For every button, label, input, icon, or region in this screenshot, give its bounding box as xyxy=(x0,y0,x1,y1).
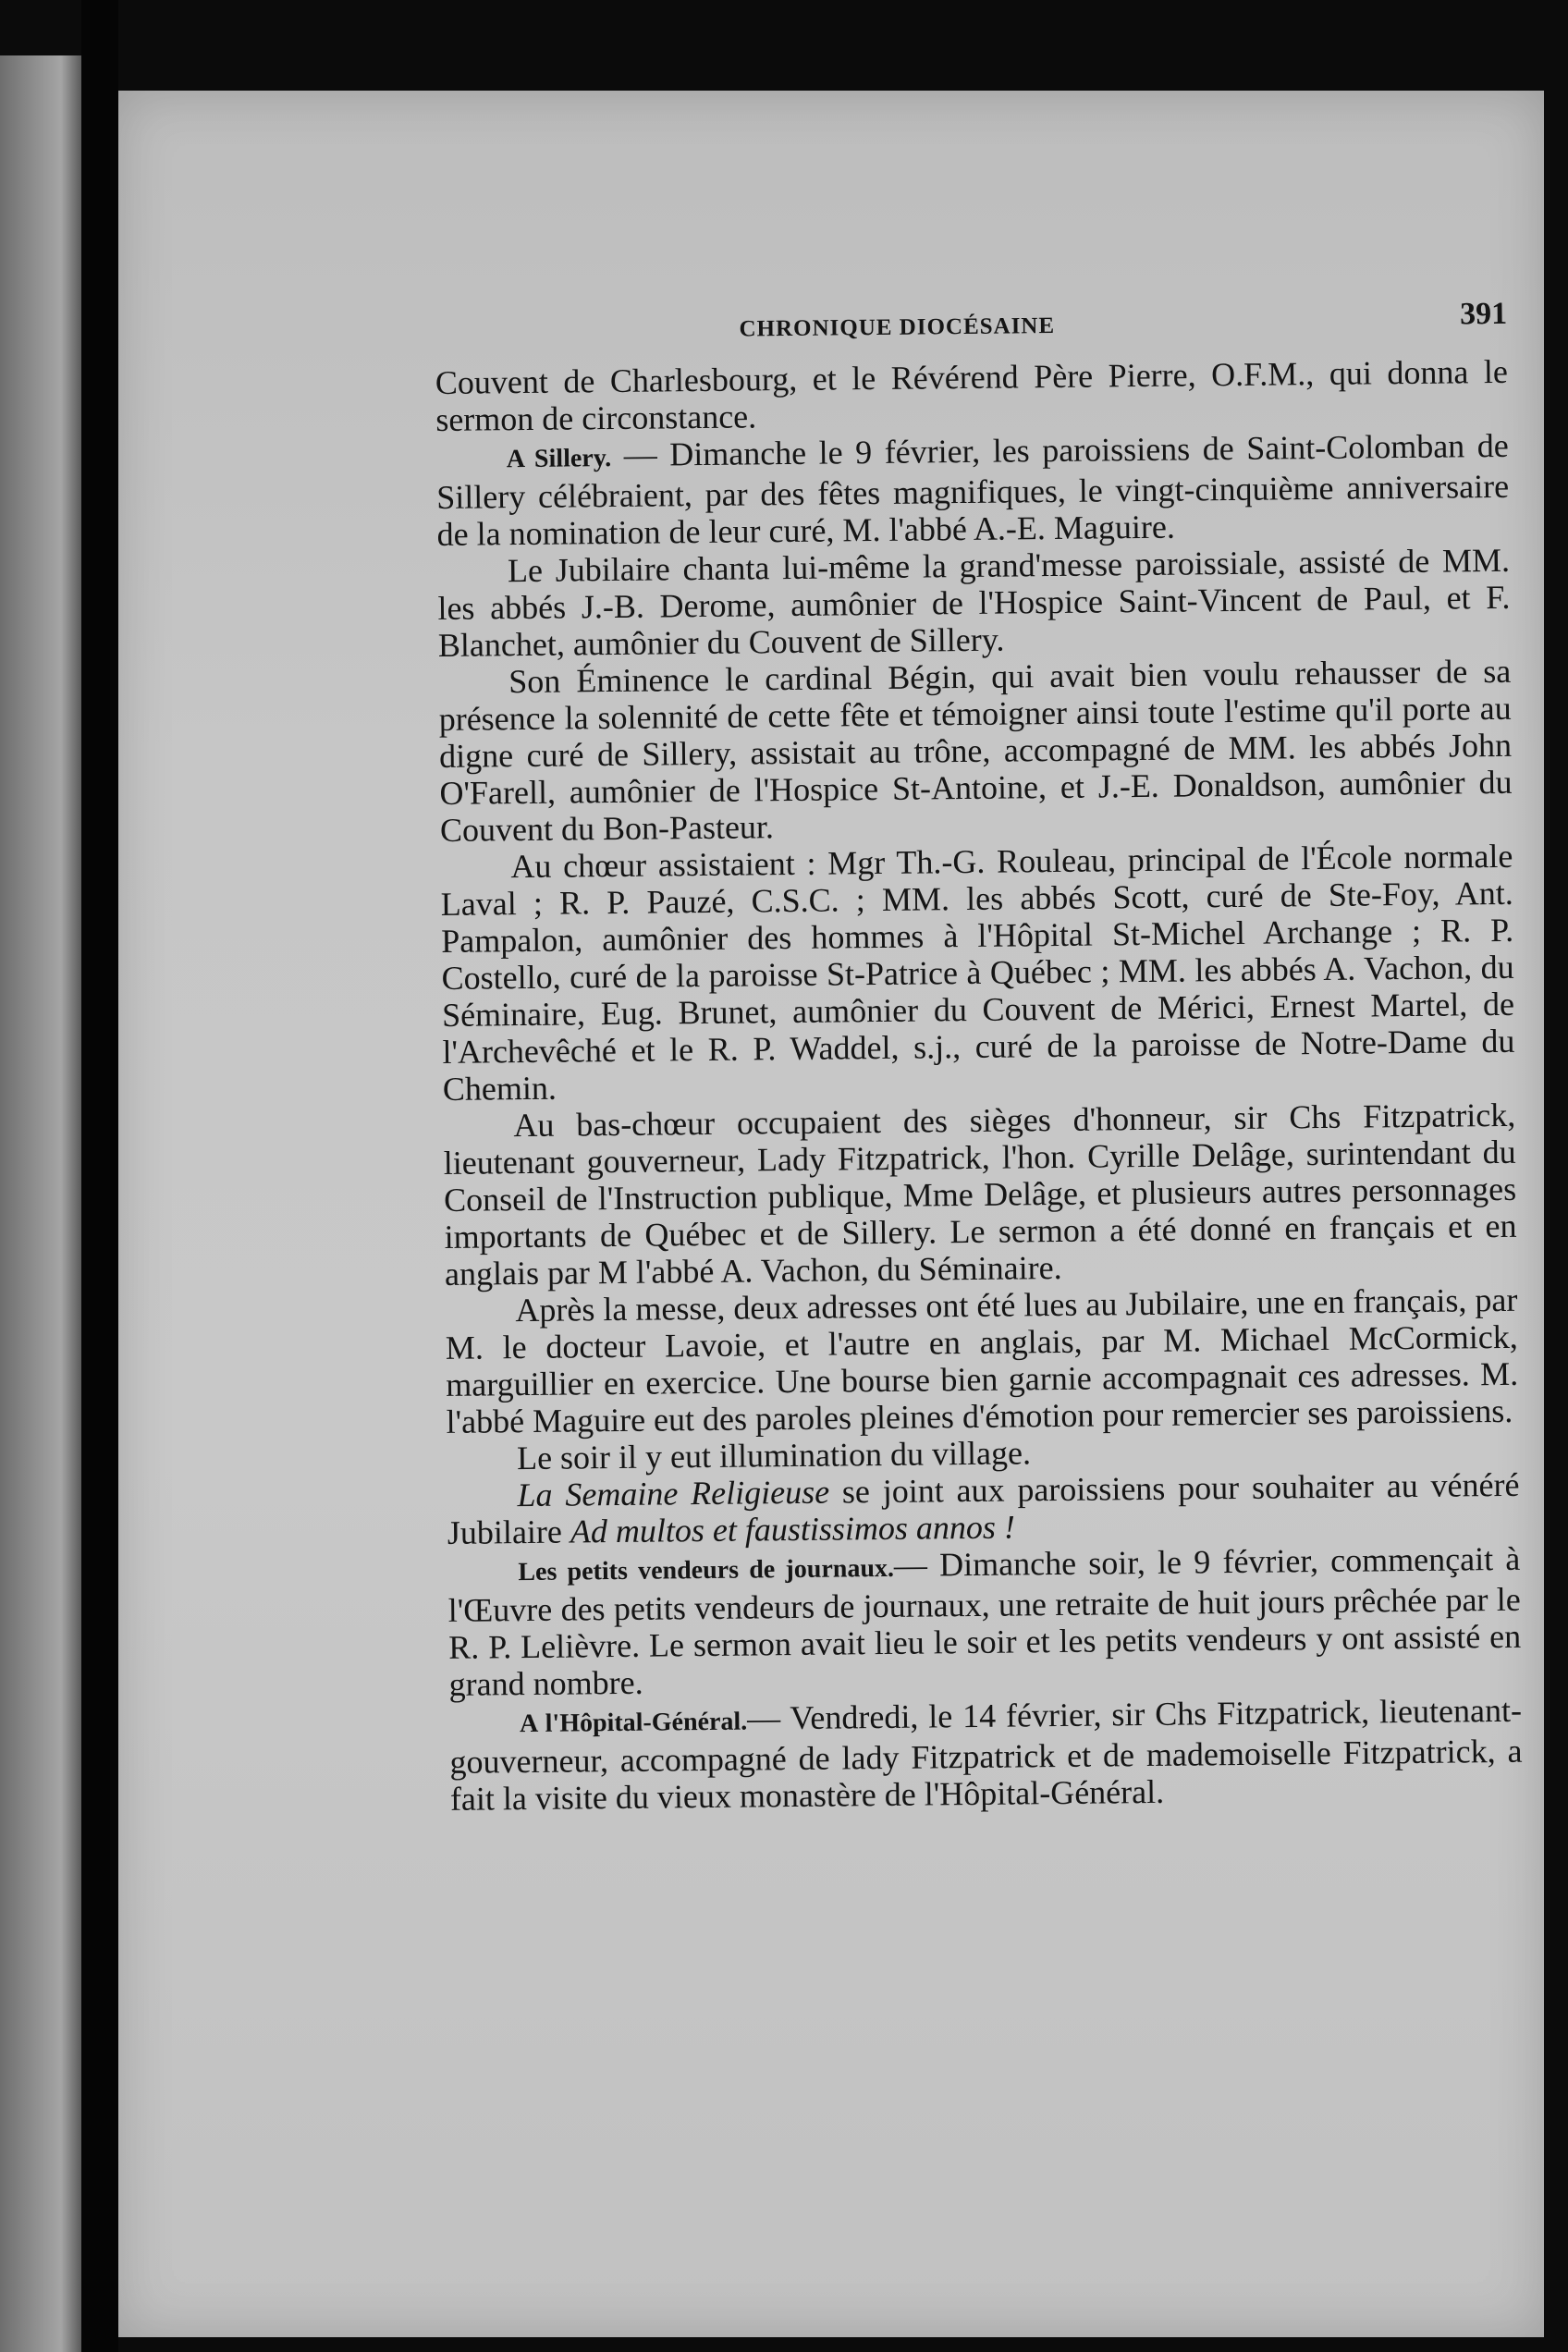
paragraph-text: Après la messe, deux adresses ont été lues au Jubilaire, une en français, par M. le docteur Lavoie, et l'autre en anglais, par M. Michael McCormick, marguillier en exercice. Une bourse bien garnie accompagnait ces adresses. M. l'abbé Maguire eut des paroles pleines d'émotion pour remercier ses paroissiens. xyxy=(445,1280,1519,1440)
paragraph-text: Le Jubilaire chanta lui-même la grand'messe paroissiale, assisté de MM. les abbés J.-B. Derome, aumônier de l'Hospice Saint-Vincent de Paul, et F. Blanchet, aumônier du Couvent de Sillery. xyxy=(437,541,1511,664)
paragraph-text: Au chœur assistaient : Mgr Th.-G. Rouleau, principal de l'École normale Laval ; R. P. Pauzé, C.S.C. ; MM. les abbés Scott, curé de Ste-Foy, Ant. Pampalon, aumônier des hommes à l'Hôpital St-Michel Archange ; R. P. Costello, curé de la paroisse St-Patrice à Québec ; MM. les abbés A. Vachon, du Séminaire, Eug. Brunet, aumônier du Couvent de Mérici, Ernest Martel, de l'Archevêché et le R. P. Waddel, s.j., curé de la paroisse de Notre-Dame du Chemin. xyxy=(440,837,1515,1108)
book-gutter xyxy=(81,0,118,2352)
paragraph-choeur xyxy=(440,838,1515,1108)
paragraph-jubilaire xyxy=(437,542,1511,664)
paragraph-adresses xyxy=(445,1281,1519,1440)
italic-wish: Ad multos et faustissimos annos ! xyxy=(570,1508,1016,1550)
paragraph-lead: A l'Hôpital-Général. xyxy=(519,1707,748,1739)
paragraph-hopital-general xyxy=(449,1692,1523,1818)
paragraph-text: Couvent de Charlesbourg, et le Révérend Père Pierre, O.F.M., qui donna le sermon de circonstance. xyxy=(435,352,1509,438)
page-text-block xyxy=(435,292,1523,1818)
paragraph-text: Le soir il y eut illumination du village. xyxy=(516,1434,1032,1477)
paragraph-semaine-religieuse xyxy=(447,1466,1520,1551)
paragraph-bas-choeur xyxy=(443,1096,1517,1292)
paragraph-lead: Les petits vendeurs de journaux. xyxy=(518,1553,895,1587)
running-title: CHRONIQUE DIOCÉSAINE xyxy=(739,312,1056,342)
paragraph-text: se joint aux paroissiens pour souhaiter au vénéré Jubilaire xyxy=(447,1465,1520,1551)
running-header xyxy=(435,292,1507,348)
paragraph-lead: A Sillery. xyxy=(506,444,612,474)
paragraph-cardinal xyxy=(438,653,1513,849)
page-number: 391 xyxy=(1459,296,1508,332)
paragraph-text: — Vendredi, le 14 février, sir Chs Fitzpatrick, lieutenant-gouverneur, accompagné de lady Fitzpatrick et de mademoiselle Fitzpatrick, a fait la visite du vieux monastère de l'Hôpital-Général. xyxy=(449,1691,1523,1818)
paragraph-continuation xyxy=(435,353,1509,438)
paragraph-text: — Dimanche le 9 février, les paroissiens de Saint-Colomban de Sillery célébraient, par des fêtes magnifiques, le vingt-cinquième anniversaire de la nomination de leur curé, M. l'abbé A.-E. Maguire. xyxy=(435,426,1510,553)
paragraph-text: Son Éminence le cardinal Bégin, qui avait bien voulu rehausser de sa présence la solennité de cette fête et témoigner ainsi toute l'estime qu'il porte au digne curé de Sillery, assistait au trône, accompagné de MM. les abbés John O'Farell, aumônier de l'Hospice St-Antoine, et J.-E. Donaldson, aumônier du Couvent du Bon-Pasteur. xyxy=(438,652,1513,849)
adjacent-page-edge xyxy=(0,55,81,2352)
paragraph-petits-vendeurs xyxy=(447,1540,1522,1703)
paragraph-text: — Dimanche soir, le 9 février, commençait à l'Œuvre des petits vendeurs de journaux, une retraite de huit jours prêchée par le R. P. Lelièvre. Le sermon avait lieu le soir et les petits vendeurs y ont assisté en grand nombre. xyxy=(447,1539,1522,1703)
paragraph-text: Au bas-chœur occupaient des sièges d'honneur, sir Chs Fitzpatrick, lieutenant gouverneur, Lady Fitzpatrick, l'hon. Cyrille Delâge, surintendant du Conseil de l'Instruction publique, Mme Delâge, et plusieurs autres personnages importants de Québec et de Sillery. Le sermon a été donné en français et en anglais par M l'abbé A. Vachon, du Séminaire. xyxy=(443,1096,1517,1292)
paragraph-sillery xyxy=(436,427,1510,553)
italic-title: La Semaine Religieuse xyxy=(517,1473,830,1514)
book-page xyxy=(118,91,1544,2337)
